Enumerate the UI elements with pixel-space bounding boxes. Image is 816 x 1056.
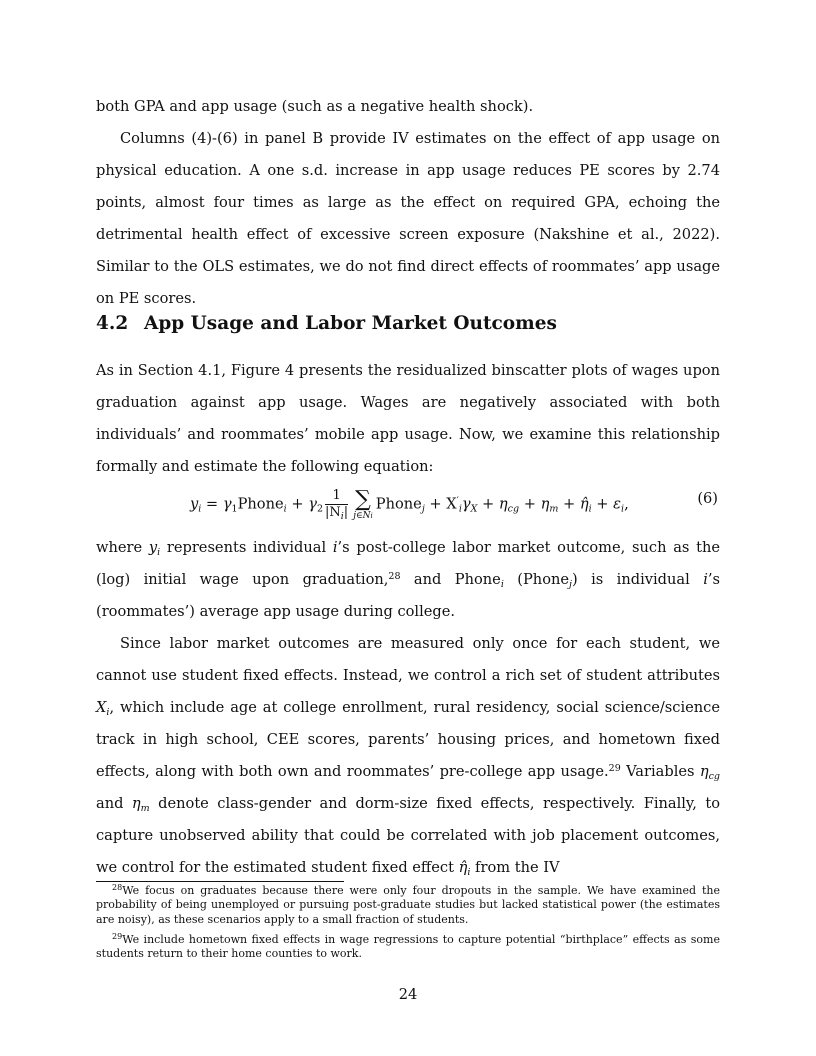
section-title: App Usage and Labor Market Outcomes	[144, 313, 557, 334]
footnote-28: $^{28}$We focus on graduates because there were only four dropouts in the sample. We have examined the probability of being unemployed or pursuing post-graduate studies but lacked statistical power (the estimates are noisy), as these scenarios apply to a small fraction of students.	[96, 883, 720, 926]
page-number: 24	[398, 986, 418, 1003]
footnote-29: $^{29}$We include hometown fixed effects in wage regressions to capture potential “birthplace” effects as some students return to their home counties to work.	[96, 932, 720, 961]
footnote-ref-29[interactable]: 29	[608, 763, 621, 774]
paragraph-section-intro: As in Section 4.1, Figure 4 presents the residualized binscatter plots of wages upon graduation against app usage. Wages are negatively associated with both individuals’ and roommates’ mobile app usage. Now, we examine this relationship formally and estimate the following equation:	[96, 362, 720, 475]
summation-symbol: ∑ j∈Ni	[353, 486, 373, 521]
paragraph-continuation: both GPA and app usage (such as a negative health shock).	[96, 98, 534, 115]
equation-6	[96, 478, 720, 530]
paragraph-controls: Since labor market outcomes are measured only once for each student, we cannot use student fixed effects. Instead, we control a rich set of student attributes $X_i$, which include age at college enrollment, rural residency, social science/science track in high school, CEE scores, parents’ housing prices, and hometown fixed effects, along with both own and roommates’ pre-college app usage.$^{29}$ Variables $\eta_{cg}$ and $\eta_m$ denote class-gender and dorm-size fixed effects, respectively. Finally, to capture unobserved ability that could be correlated with job placement outcomes, we control for the estimated student fixed effect $\etâ_i$ from the IV	[96, 635, 720, 878]
footnote-divider	[96, 881, 344, 882]
equation-number: (6)	[697, 490, 718, 507]
footnote-mark: 29	[112, 932, 123, 941]
footnote-mark: 28	[112, 883, 123, 892]
equation-fraction: $\frac{1}{|N_i|}$	[324, 488, 349, 522]
section-number: 4.2	[96, 313, 129, 334]
footnote-ref-28[interactable]: 28	[388, 571, 401, 582]
paragraph-equation-definition: where $y_i$ represents individual i’s post-college labor market outcome, such as the (log) initial wage upon graduation,$^{28}$ and Phone$_i$ (Phone$_j$) is individual i’s (roommates’) average app usage during college.	[96, 539, 720, 620]
equation-body: $y_i$ = $\gamma_1Phone_i + \gamma_2$ $\frac{1}{|N_i|}$ ∑ j∈Ni Phone$_j$ + $X'_i\gamma_X + \eta_{cg} + \eta_m$ + $\etâ_i + \varepsilon_i$,	[190, 486, 629, 522]
paragraph-panel-b: Columns (4)-(6) in panel B provide IV estimates on the effect of app usage on physical education. A one s.d. increase in app usage reduces PE scores by 2.74 points, almost four times as large as the effect on required GPA, echoing the detrimental health effect of excessive screen exposure (Nakshine et al., 2022). Similar to the OLS estimates, we do not find direct effects of roommates’ app usage on PE scores.	[96, 130, 720, 307]
section-heading	[96, 313, 557, 334]
